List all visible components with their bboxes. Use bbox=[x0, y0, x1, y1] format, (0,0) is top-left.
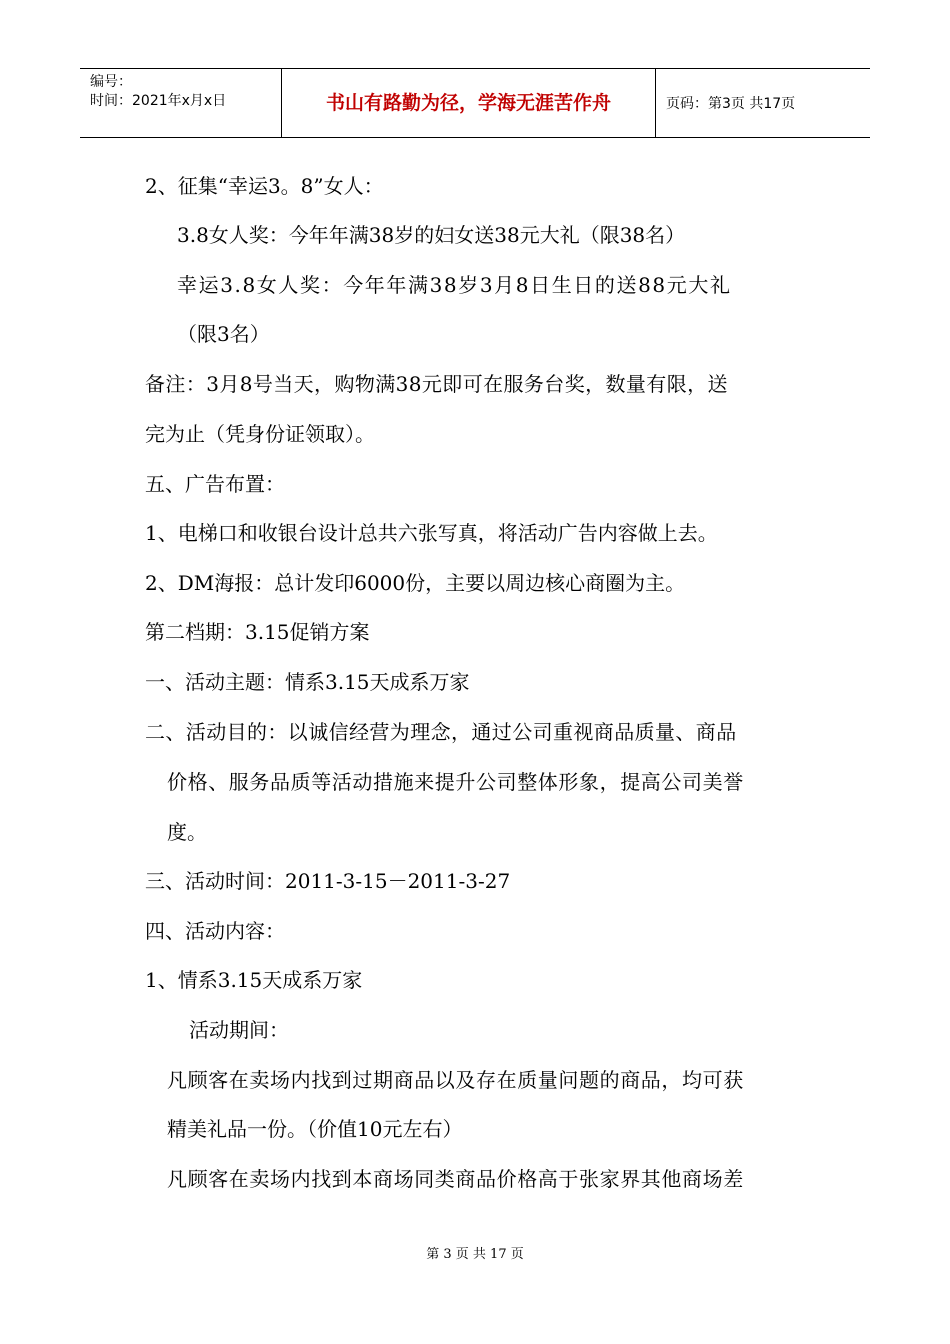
header-page-cell bbox=[656, 69, 870, 137]
paragraph-line: 1、情系3.15天成系万家 bbox=[145, 968, 363, 992]
paragraph-line: （限3名） bbox=[177, 322, 270, 346]
paragraph-line: 精美礼品一份。（价值10元左右） bbox=[167, 1117, 463, 1141]
section-heading: 一、活动主题：情系3.15天成系万家 bbox=[145, 670, 470, 694]
paragraph-line: 2、征集“幸运3。8”女人： bbox=[145, 174, 384, 198]
document-header bbox=[80, 68, 870, 138]
header-motto: 书山有路勤为径，学海无涯苦作舟 bbox=[325, 92, 611, 114]
section-heading: 五、广告布置： bbox=[145, 472, 285, 496]
document-date-label: 时间：2021年x月x日 bbox=[90, 93, 227, 109]
paragraph-line: 完为止（凭身份证领取）。 bbox=[145, 422, 375, 446]
paragraph-line: 2、DM海报：总计发印6000份，主要以周边核心商圈为主。 bbox=[145, 571, 686, 595]
section-heading: 第二档期：3.15促销方案 bbox=[145, 620, 370, 644]
document-number-label: 编号： bbox=[90, 74, 132, 90]
paragraph-line: 备注：3月8号当天，购物满38元即可在服务台奖，数量有限，送 bbox=[145, 372, 728, 396]
paragraph-line: 3.8女人奖：今年年满38岁的妇女送38元大礼（限38名） bbox=[177, 223, 686, 247]
paragraph-line: 凡顾客在卖场内找到本商场同类商品价格高于张家界其他商场差 bbox=[167, 1167, 744, 1191]
paragraph-line: 度。 bbox=[167, 820, 207, 844]
section-heading: 三、活动时间：2011-3-15－2011-3-27 bbox=[145, 869, 511, 893]
header-info-cell bbox=[80, 69, 282, 137]
page-footer: 第 3 页 共 17 页 bbox=[426, 1247, 524, 1262]
header-page-info: 页码：第3页 共17页 bbox=[666, 96, 796, 112]
section-heading: 四、活动内容： bbox=[145, 919, 285, 943]
paragraph-line: 活动期间： bbox=[189, 1018, 289, 1042]
paragraph-line: 幸运3.8女人奖：今年年满38岁3月8日生日的送88元大礼 bbox=[177, 273, 732, 297]
paragraph-line: 二、活动目的：以诚信经营为理念，通过公司重视商品质量、商品 bbox=[145, 720, 737, 744]
paragraph-line: 1、电梯口和收银台设计总共六张写真，将活动广告内容做上去。 bbox=[145, 521, 718, 545]
header-motto-cell bbox=[282, 69, 656, 137]
paragraph-line: 凡顾客在卖场内找到过期商品以及存在质量问题的商品，均可获 bbox=[167, 1068, 744, 1092]
paragraph-line: 价格、服务品质等活动措施来提升公司整体形象，提高公司美誉 bbox=[167, 770, 744, 794]
